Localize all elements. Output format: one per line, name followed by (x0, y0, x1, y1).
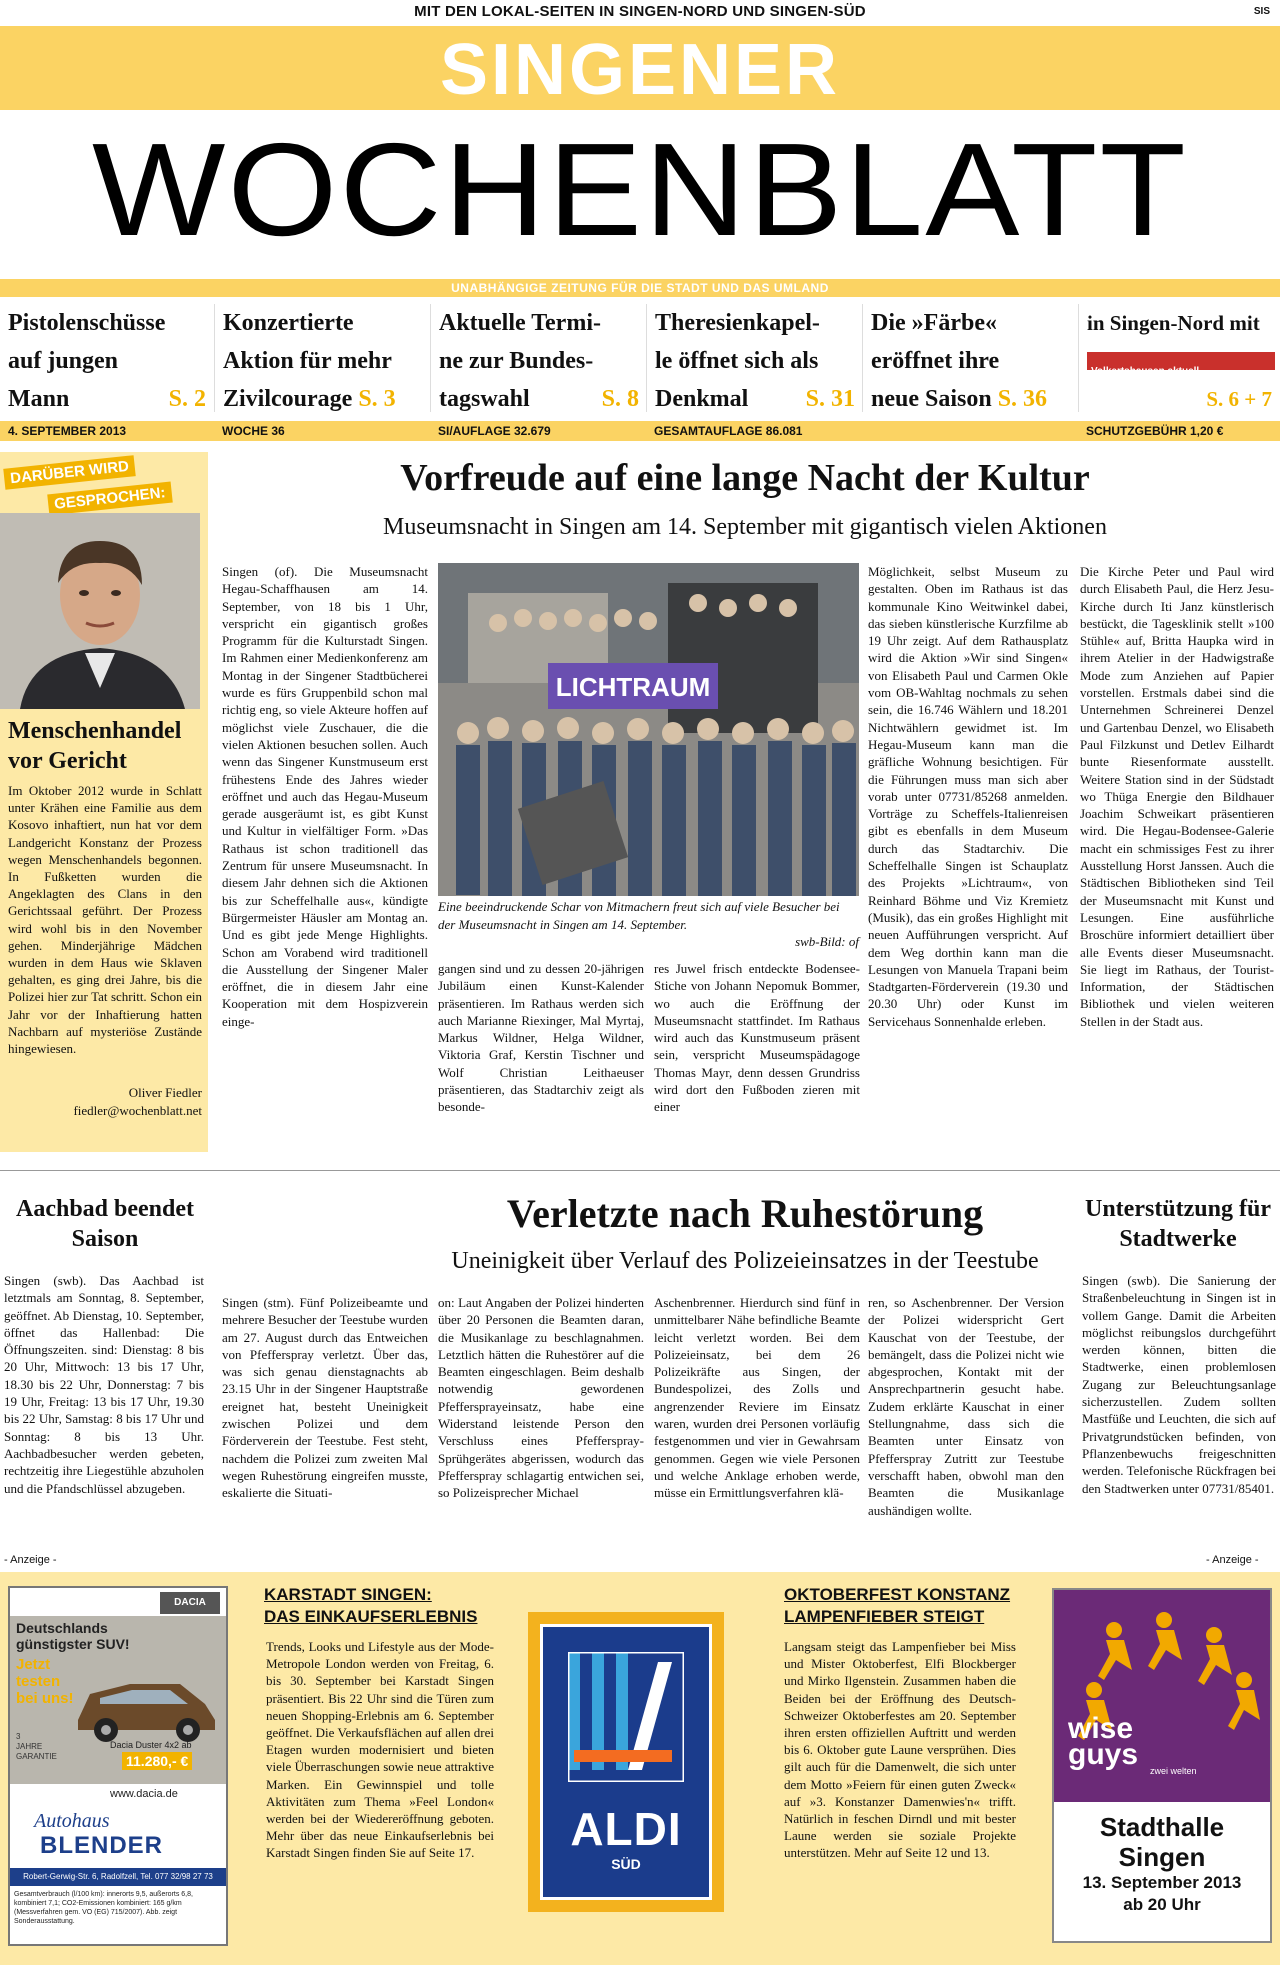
venue-name: Stadthalle (1099, 1812, 1225, 1842)
car-image (70, 1668, 220, 1748)
masthead-topline: MIT DEN LOKAL-SEITEN IN SINGEN-NORD UND SINGEN-SÜD (414, 3, 866, 20)
volkertshausen-logo-text: Volkertshausen aktuell (1091, 366, 1200, 377)
teaser-5[interactable] (863, 298, 1077, 416)
teaser-line: Mann (8, 386, 70, 412)
aldi-region: SÜD (611, 1856, 641, 1872)
dacia-web[interactable]: www.dacia.de (110, 1788, 178, 1800)
story1-credit: swb-Bild: of (795, 934, 859, 949)
story1-subhead: Museumsnacht in Singen am 14. September mit gigantisch vielen Aktionen (383, 514, 1107, 540)
story2-col4: ren, so Aschenbrenner. Der Version der Polizei widerspricht Gert Kauschat von der Teestube, der bemängelt, dass die Polizei nicht wie abgesprochen, Kontakt mit der Ansprechpartnerin gesucht habe. Zudem erklärte Kauschat in einer Stellungnahme, dass sich die Beamten unter Einsatz von Pfefferspray Zutritt zur Teestube verschafft haben, obwohl man den Beamten die Musikanlage aushändigen wollte. (868, 1295, 1064, 1518)
teaser-page: S. 6 + 7 (1206, 387, 1272, 411)
dacia-model: Dacia Duster 4x2 ab (110, 1740, 192, 1750)
aldi-ad[interactable] (528, 1612, 724, 1912)
story2-col3: Aschenbrenner. Hierdurch sind fünf in unmittelbarer Nähe befindliche Beamte leicht verletzt worden. Bei dem Polizeieinsatz, bei dem 26 Polizeikräfte aus Singen, der Bundespolizei, des Zolls und angrenzender Reviere im Einsatz waren, wurden drei Personen vorläufig festgenommen und vier in Gewahrsam genommen. Gegen wie viele Personen und welche Anklage erhoben werde, müsse ein Ermittlungsverfahren klä- (654, 1295, 860, 1501)
oktoberfest-title (784, 1584, 1024, 1628)
aldi-brand: ALDI (570, 1803, 682, 1855)
issue-week: WOCHE 36 (222, 424, 285, 438)
teaser-line: Konzertierte (223, 310, 354, 336)
teaser-line: tagswahl (439, 386, 530, 412)
story1-col1: Singen (of). Die Museumsnacht Hegau-Schaffhausen am 14. September, von 18 bis 1 Uhr, verspricht ein gigantisch großes Programm für die Kulturstadt Singen. Im Rahmen einer Medienkonferenz am Montag in der Singener Stadtbücherei wurde es fürs Gruppenbild schon mal richtig eng, so viele Akteure hoffen auf möglichst viele Zuschauer, die die vielen Aktionen besuchen sollen. Auch wenn das Singener Kunstmuseum erst frühestens Ende des Jahres wieder eröffnet und auch das Hegau-Museum gerade ausgeräumt ist, es gibt Kunst und Kultur in vielfältiger Form. »Das Rathaus ist schon traditionell das Zentrum für unsere Museumsnacht. In diesem Jahr dehnen sich die Aktionen bis zur Scheffelhalle aus«, kündigte Bürgermeister Häusler am Montag an. Und es gibt jede Menge Highlights. Schon am Vorabend wird traditionell die Ausstellung der Singener Maler eröffnet, die in diesem Jahr eine Kooperation mit dem Hospizverein einge- (222, 564, 428, 1029)
kolumne-author (8, 1084, 202, 1120)
lichtraum-banner-text: LICHTRAUM (555, 672, 711, 702)
dacia-warranty: 3 JAHRE GARANTIE (16, 1732, 57, 1761)
section-divider (0, 1170, 1280, 1171)
teaser-page: S. 8 (601, 386, 639, 412)
kolumne-label-line: DARÜBER WIRD (3, 455, 136, 490)
teaser-6[interactable] (1079, 298, 1280, 416)
dacia-price: 11.280,- € (122, 1752, 192, 1770)
teaser-line: Zivilcourage (223, 386, 353, 412)
story1-photo (438, 563, 859, 896)
dealer-name: BLENDER (40, 1832, 164, 1859)
teaser-line: auf jungen (8, 348, 119, 374)
issue-info-bar (0, 421, 1280, 441)
anzeige-label-right: - Anzeige - (1206, 1554, 1259, 1566)
teaser-line: le öffnet sich als (655, 348, 819, 374)
aldi-logo-icon (568, 1652, 684, 1782)
teaser-2[interactable] (215, 298, 429, 416)
teaser-page: S. 31 (805, 386, 855, 412)
teaser-line: in Singen-Nord mit (1087, 311, 1260, 335)
venue-city: Singen (1118, 1842, 1206, 1872)
story1-col4: Möglichkeit, selbst Museum zu gestalten. Oben im Rathaus ist das kommunale Kino Weitwinkel dabei, das sieben künstlerische Kurzfilme ab 19 Uhr zeigt. Auf dem Rathausplatz wird die Aktion »Wir sind Singen« von Elisabeth Paul und Carmen Okle vom OB-Wahltag nochmals zu sehen sein, die 16.746 Wählern und 18.201 Nichtwählern gewidmet ist. Im Hegau-Museum kann man die gräfliche Wohnung besichtigen. Für die Führungen muss man sich aber vorab unter 07731/85268 anmelden. Vorträge zu Scheffels-Italienreisen gibt es ebenfalls in dem Museum durch das Stadtarchiv. Die Scheffelhalle Singen ist Schauplatz des Projekts »Lichtraum«, von Reinhard Böhme und Viz Kremietz (Musik), das ein großes Highlight mit neuen Aufführungen verspricht. Auf dem Weg dorthin kann man die Lesungen von Manuela Trapani beim Stadtgarten-Förderverein (19.30 und 20.30 Uhr) oder Kunst im Servicehaus Sonnenhalde erleben. (868, 564, 1068, 1029)
teaser-line: Die »Färbe« (871, 310, 997, 336)
dacia-ad[interactable] (8, 1586, 228, 1946)
masthead-tagline: UNABHÄNGIGE ZEITUNG FÜR DIE STADT UND DAS UMLAND (0, 279, 1280, 297)
masthead-title-top: SINGENER (439, 30, 841, 110)
kolumne-label-line: GESPROCHEN: (47, 482, 172, 516)
story2-headline: Verletzte nach Ruhestörung (506, 1191, 984, 1236)
teaser-1[interactable] (0, 298, 214, 416)
masthead-title-main: WOCHENBLATT (92, 116, 1188, 263)
right2-headline: Unterstützung für Stadtwerke (1085, 1196, 1271, 1252)
band-name: wise (1068, 1712, 1134, 1745)
karstadt-title-line: DAS EINKAUFSERLEBNIS (264, 1607, 478, 1626)
story1-col2: gangen sind und zu dessen 20-jährigen Jubiläum einen Kunst-Kalender präsentieren. Im Rathaus werden sich auch Marianne Riexinger, Mal Myrtaj, Markus Wildner, Helga Wildner, Viktoria Graf, Kerstin Tischner und Wolf Christian Leithaeuser präsentieren, das Stadtarchiv zeigt als besonde- (438, 961, 644, 1115)
story1-caption: Eine beeindruckende Schar von Mitmachern freut sich auf viele Besucher bei der Museumsnacht in Singen am 14. September. (438, 899, 840, 932)
dacia-cta: Jetzt (16, 1656, 51, 1673)
karstadt-title-line: KARSTADT SINGEN: (264, 1585, 432, 1604)
band-name: guys (1068, 1738, 1139, 1771)
dacia-headline: Deutschlands (16, 1620, 108, 1636)
dacia-fineprint: Gesamtverbrauch (l/100 km): innerorts 9,5, außerorts 6,8, kombiniert 7,1; CO2-Emissionen kombiniert: 165 g/km (Messverfahren gem. VO (EG) 715/2007). Abb. zeigt Sonderausstattung. (14, 1891, 193, 1925)
karstadt-body: Trends, Looks und Lifestyle aus der Mode-Metropole London werden von Freitag, 6. bis 30. September bei Karstadt Singen präsentiert. Bis 22 Uhr sind die Türen zum neuen Shopping-Erlebnis am 6. September geöffnet. Die Verkaufsflächen auf allen drei Etagen wurden modernisiert und bieten viele Überraschungen sowie neue attraktive Marken. Ein Gewinnspiel und tolle Aktivitäten zum Thema »Feel London« werden bei der Wiedereröffnung geboten. Mehr über das neue Einkaufserlebnis bei Karstadt Singen finden Sie auf Seite 17. (266, 1639, 494, 1861)
teaser-line: ne zur Bundes- (439, 348, 594, 374)
author-portrait (0, 513, 200, 709)
dealer-name: Autohaus (34, 1810, 110, 1832)
left2-body: Singen (swb). Das Aachbad ist letztmals am Sonntag, 8. September, geöffnet. Ab Dienstag, 10. September, öffnet das Hallenbad: Die Öffnungszeiten. sind: Dienstag: 8 bis 20 Uhr, Mittwoch: 13 bis 17 Uhr, 18.30 bis 22 Uhr, Donnerstag: 7 bis 19 Uhr, Freitag: 13 bis 17 Uhr, 19.30 bis 22 Uhr, Samstag: 8 bis 17 Uhr und Sonntag: 8 bis 13 Uhr. Aachbadbesucher werden gebeten, rechtzeitig ihre Liegestühle abzuholen und die Pfandschlüssel abzugeben. (4, 1273, 204, 1496)
teaser-line: eröffnet ihre (871, 348, 1000, 374)
volkertshausen-logo (1087, 352, 1275, 377)
teaser-line: neue Saison (871, 386, 992, 412)
teaser-page: S. 36 (997, 386, 1048, 412)
story1-headline: Vorfreude auf eine lange Nacht der Kultur (400, 457, 1090, 499)
anzeige-label-left: - Anzeige - (4, 1554, 57, 1566)
teaser-4[interactable] (647, 298, 861, 416)
teaser-page: S. 3 (358, 386, 396, 412)
teaser-3[interactable] (431, 298, 645, 416)
oktoberfest-title-line: LAMPENFIEBER STEIGT (784, 1607, 985, 1626)
event-date: 13. September 2013 (1082, 1873, 1242, 1892)
dealer-address: Robert-Gerwig-Str. 6, Radolfzell, Tel. 077 32/98 27 73 (10, 1868, 226, 1886)
karstadt-title (264, 1584, 504, 1628)
wiseguys-ad[interactable] (1052, 1588, 1272, 1943)
issue-date: 4. SEPTEMBER 2013 (8, 424, 127, 438)
kolumne-author-email[interactable]: fiedler@wochenblatt.net (73, 1103, 202, 1118)
teaser-line: Theresienkapel- (655, 310, 820, 336)
event-time: ab 20 Uhr (1123, 1895, 1201, 1914)
oktoberfest-body: Langsam steigt das Lampenfieber bei Miss und Mister Oktoberfest, Elfi Blockberger und Mirko Ilgenstein. Zusammen haben die Beiden bei der Eröffnung des Deutsch-Schweizer Oktoberfestes am 20. September ihren ersten offiziellen Auftritt und werden bis 6. Oktober gute Laune versprühen. Dies gilt auch für die Damenwelt, die sich unter dem Motto »Feiern für einen guten Zweck« auf »3. Konstanzer Damenwies'n« trifft. Natürlich in feschen Dirndl und mit bester Laune werden sie soziale Projekte unterstützen. Mehr auf Seite 12 und 13. (784, 1639, 1016, 1861)
teaser-line: Denkmal (655, 386, 749, 412)
dacia-headline: günstigster SUV! (16, 1636, 130, 1652)
issue-price: SCHUTZGEBÜHR 1,20 € (1086, 424, 1224, 438)
kolumne-headline: Menschenhandel vor Gericht (8, 718, 182, 774)
teaser-line: Pistolenschüsse (8, 310, 166, 336)
story1-col3: res Juwel frisch entdeckte Bodensee-Stiche von Johann Nepomuk Bommer, wo auch die Eröffnung der Museumsnacht stattfindet. Im Rathaus wird auch das Kunstmuseum präsent sein, verspricht Museumspädagoge Thomas Mayr, denn dessen Grundriss wird dort den Fußboden zieren mit einer (654, 961, 860, 1115)
issue-gesamtauflage: GESAMTAUFLAGE 86.081 (654, 424, 803, 438)
teaser-line: Aktion für mehr (223, 348, 392, 374)
story2-col2: on: Laut Angaben der Polizei hinderten über 20 Personen die Beamten daran, die Musikanlage zu beschlagnahmen. Letztlich hätten die Ruhestörer auf die Beamten eingeschlagen. Beim deshalb notwendig gewordenen Pfeffersprayeinsatz, habe eine Widerstand leistende Person den Verschluss eines Pfefferspray-Sprühgerätes abgerissen, wodurch das Pfefferspray schlagartig entwichen sei, so Polizeisprecher Michael (438, 1295, 644, 1501)
left2-headline: Aachbad beendet Saison (15, 1196, 195, 1252)
teaser-line: Aktuelle Termi- (439, 310, 601, 336)
teaser-page: S. 2 (168, 386, 206, 412)
dacia-cta: bei uns! (16, 1690, 74, 1707)
dacia-logo: DACIA (160, 1592, 220, 1614)
story2-subhead: Uneinigkeit über Verlauf des Polizeieinsatzes in der Teestube (451, 1248, 1039, 1274)
kolumne-body: Im Oktober 2012 wurde in Schlatt unter Krähen eine Familie aus dem Kosovo inhaftiert, nun hat vor dem Landgericht Konstanz der Prozess wegen Menschenhandels begonnen. In Fußketten wurden die Angeklagten des Clans in den Gerichtssaal geführt. Der Prozess wird wohl bis in den November gehen. Minderjährige Mädchen wurden in dem Haus wie Sklaven gehalten, es ging drei Jahre, bis die Polizei hier zur Tat schritt. Schon ein Jahr vor der Inhaftierung hatten Nachbarn auf mysteriöse Zustände hingewiesen. (8, 783, 202, 1057)
oktoberfest-title-line: OKTOBERFEST KONSTANZ (784, 1585, 1011, 1604)
edition-code: SIS (1253, 6, 1270, 17)
teaser-row (0, 298, 1280, 418)
right2-body: Singen (swb). Die Sanierung der Straßenbeleuchtung in Singen ist in vollem Gange. Damit die Arbeiten möglichst reibungslos durchgeführt werden können, bitten die Stadtwerke, einen problemlosen Zugang zur Beleuchtungsanlage sicherzustellen. Zudem sollten Mastfüße und Leuchten, die sich auf Privatgrundstücken befinden, von Pflanzenbewuchs freigeschnitten werden. Telefonische Rückfragen bei den Stadtwerken unter 07731/85401. (1082, 1273, 1276, 1496)
band-tagline: zwei welten (1150, 1766, 1197, 1776)
kolumne-author-name: Oliver Fiedler (128, 1085, 202, 1100)
story1-col5: Die Kirche Peter und Paul wird durch Elisabeth Paul, die Herz Jesu-Kirche durch Iti Janz künstlerisch bestückt, die Tagesklinik stellt »100 Stühle« auf, Britta Haupka wird in ihrem Atelier in der Hadwigstraße Mode zum Anziehen auf Papier vorstellen. Erstmals dabei sind die Unternehmen Schreinerei Denzel und Gartenbau Denzel, wo Elisabeth Paul Filzkunst und Detlev Eilhardt bunte Riesenformate ausstellt. Weitere Station sind in der Südstadt wo Thüga Energie den Bildhauer Joachim Schweikart präsentieren wird. Die Hegau-Bodensee-Galerie macht ein schmissiges Fest zu ihrer Ausstellung Horst Janssen. Auch die Städtischen Bibliotheken sind Teil der Museumsnacht mit Kunst und Lesungen. Eine ausführliche Broschüre informiert detailliert über alle Events dieser Museumsnacht. Sie liegt im Rathaus, der Tourist-Information, der Städtischen Bibliothek und vielen weiteren Stellen in der Stadt aus. (1080, 564, 1274, 1029)
story2-col1: Singen (stm). Fünf Polizeibeamte und mehrere Besucher der Teestube wurden am 27. August durch das Entweichen von Pfefferspray verletzt. Über das, was sich genau dienstagnachts ab 23.15 Uhr in der Singener Hauptstraße ereignet hat, besteht Uneinigkeit zwischen Polizei und dem Förderverein der Teestube. Fest steht, nachdem die Polizei zum zweiten Mal wegen Ruhestörung eingreifen musste, eskalierte die Situati- (222, 1295, 428, 1501)
issue-auflage: SI/AUFLAGE 32.679 (438, 424, 551, 438)
dacia-cta: testen (16, 1673, 61, 1690)
